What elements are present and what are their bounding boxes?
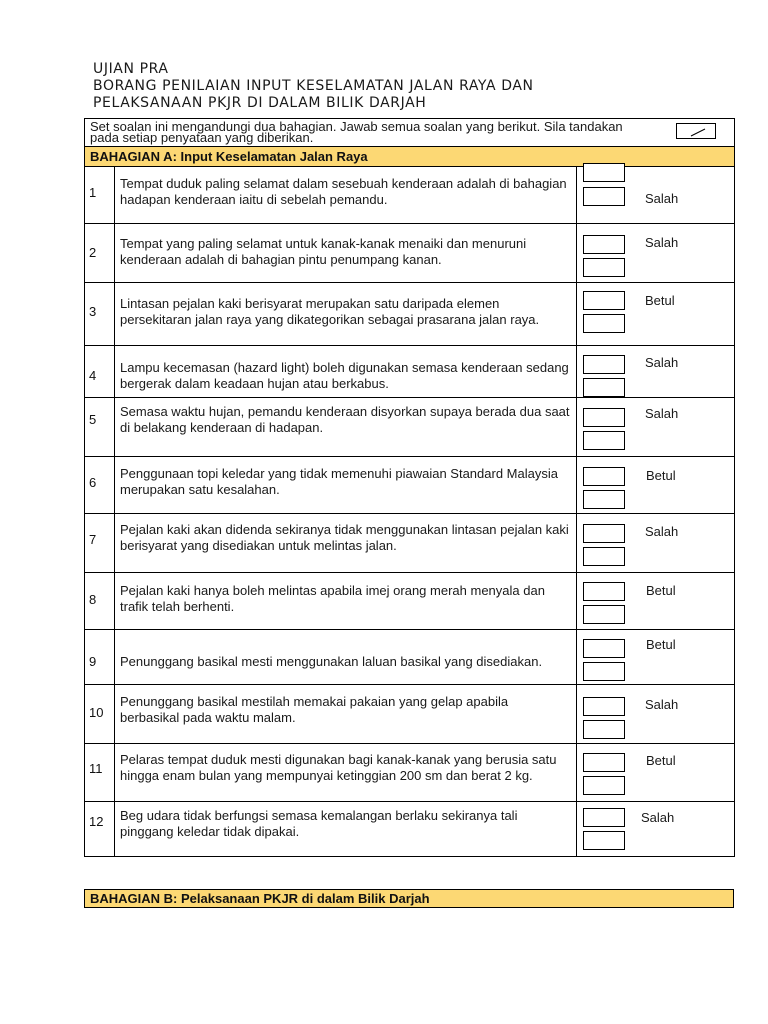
question-row bbox=[85, 685, 735, 744]
question-number-cell bbox=[85, 224, 115, 283]
question-text-cell bbox=[115, 398, 577, 457]
question-number-cell bbox=[85, 346, 115, 398]
answer-checkbox-false[interactable] bbox=[583, 378, 625, 397]
answer-label: Betul bbox=[645, 293, 675, 308]
question-number: 4 bbox=[89, 368, 97, 383]
question-number: 12 bbox=[89, 814, 104, 829]
question-number: 6 bbox=[89, 475, 97, 490]
answer-checkbox-true[interactable] bbox=[583, 582, 625, 601]
question-text: Lampu kecemasan (hazard light) boleh digunakan semasa kenderaan sedang bergerak dalam keadaan hujan atau berkabus. bbox=[120, 360, 569, 391]
answer-checkbox-true[interactable] bbox=[583, 163, 625, 182]
answer-label: Salah bbox=[641, 810, 675, 825]
question-text: Semasa waktu hujan, pemandu kenderaan disyorkan supaya berada dua saat di belakang kenderaan di hadapan. bbox=[120, 404, 570, 435]
question-text-cell bbox=[115, 283, 577, 346]
answer-checkbox-false[interactable] bbox=[583, 720, 625, 739]
answer-checkbox-false[interactable] bbox=[583, 490, 625, 509]
form-title-line-2: BORANG PENILAIAN INPUT KESELAMATAN JALAN RAYA DAN bbox=[93, 78, 534, 94]
question-row bbox=[85, 744, 735, 802]
question-number-cell bbox=[85, 802, 115, 857]
question-row bbox=[85, 514, 735, 573]
section-a-header bbox=[85, 147, 735, 167]
answer-checkbox-false[interactable] bbox=[583, 547, 625, 566]
question-text: Penunggang basikal mesti menggunakan laluan basikal yang disediakan. bbox=[120, 654, 543, 669]
answer-cell bbox=[577, 283, 735, 346]
question-row bbox=[85, 630, 735, 685]
answer-label: Salah bbox=[645, 355, 679, 370]
question-number: 7 bbox=[89, 532, 97, 547]
question-number: 2 bbox=[89, 245, 97, 260]
question-text: Pejalan kaki hanya boleh melintas apabila imej orang merah menyala dan trafik telah berhenti. bbox=[120, 583, 545, 614]
question-number: 1 bbox=[89, 185, 97, 200]
answer-label: Salah bbox=[645, 191, 679, 206]
question-number: 11 bbox=[89, 761, 103, 776]
question-text-cell bbox=[115, 630, 577, 685]
answer-checkbox-true[interactable] bbox=[583, 291, 625, 310]
form-title-line-1: UJIAN PRA bbox=[93, 61, 169, 77]
answer-checkbox-false[interactable] bbox=[583, 831, 625, 850]
question-number: 9 bbox=[89, 654, 97, 669]
answer-cell bbox=[577, 224, 735, 283]
answer-label: Betul bbox=[646, 583, 676, 598]
answer-cell bbox=[577, 514, 735, 573]
question-text: Pelaras tempat duduk mesti digunakan bagi kanak-kanak yang berusia satu hingga enam bulan yang mempunyai ketinggian 200 sm dan berat 2 kg. bbox=[120, 752, 557, 783]
question-text-cell bbox=[115, 573, 577, 630]
answer-checkbox-true[interactable] bbox=[583, 235, 625, 254]
check-mark-icon bbox=[676, 123, 716, 139]
answer-cell bbox=[577, 457, 735, 514]
question-number-cell bbox=[85, 283, 115, 346]
answer-checkbox-true[interactable] bbox=[583, 524, 625, 543]
section-b-title: BAHAGIAN B: Pelaksanaan PKJR di dalam Bilik Darjah bbox=[90, 891, 430, 906]
question-number-cell bbox=[85, 167, 115, 224]
question-row bbox=[85, 802, 735, 857]
question-text: Penggunaan topi keledar yang tidak memenuhi piawaian Standard Malaysia merupakan satu kesalahan. bbox=[120, 466, 558, 497]
answer-checkbox-false[interactable] bbox=[583, 662, 625, 681]
question-number-cell bbox=[85, 630, 115, 685]
answer-checkbox-false[interactable] bbox=[583, 258, 625, 277]
question-text-cell bbox=[115, 514, 577, 573]
answer-label: Salah bbox=[645, 406, 679, 421]
answer-checkbox-false[interactable] bbox=[583, 314, 625, 333]
answer-label: Salah bbox=[645, 235, 679, 250]
answer-label: Betul bbox=[646, 753, 676, 768]
question-number-cell bbox=[85, 398, 115, 457]
answer-label: Betul bbox=[646, 637, 676, 652]
question-text: Tempat yang paling selamat untuk kanak-kanak menaiki dan menuruni kenderaan adalah di bahagian pintu penumpang kanan. bbox=[120, 236, 527, 267]
answer-checkbox-true[interactable] bbox=[583, 355, 625, 374]
answer-checkbox-true[interactable] bbox=[583, 408, 625, 427]
answer-cell bbox=[577, 744, 735, 802]
answer-cell bbox=[577, 802, 735, 857]
question-number: 5 bbox=[89, 412, 97, 427]
answer-label: Salah bbox=[645, 524, 679, 539]
question-text: Lintasan pejalan kaki berisyarat merupakan satu daripada elemen persekitaran jalan raya yang dikategorikan sebagai prasarana jalan raya. bbox=[120, 296, 540, 327]
question-row bbox=[85, 346, 735, 398]
question-text: Pejalan kaki akan didenda sekiranya tidak menggunakan lintasan pejalan kaki berisyarat yang disediakan untuk melintas jalan. bbox=[120, 522, 569, 553]
question-text-cell bbox=[115, 457, 577, 514]
answer-cell bbox=[577, 685, 735, 744]
answer-cell bbox=[577, 630, 735, 685]
question-number-cell bbox=[85, 744, 115, 802]
question-text: Beg udara tidak berfungsi semasa kemalangan berlaku sekiranya tali pinggang keledar tidak dipakai. bbox=[120, 808, 518, 839]
answer-checkbox-true[interactable] bbox=[583, 467, 625, 486]
answer-label: Betul bbox=[646, 468, 676, 483]
question-text-cell bbox=[115, 346, 577, 398]
question-number: 8 bbox=[89, 592, 97, 607]
question-number-cell bbox=[85, 573, 115, 630]
answer-cell bbox=[577, 573, 735, 630]
answer-checkbox-true[interactable] bbox=[583, 639, 625, 658]
answer-checkbox-false[interactable] bbox=[583, 605, 625, 624]
answer-cell bbox=[577, 398, 735, 457]
answer-checkbox-false[interactable] bbox=[583, 776, 625, 795]
question-table bbox=[84, 118, 735, 857]
answer-cell bbox=[577, 167, 735, 224]
question-text-cell bbox=[115, 167, 577, 224]
answer-checkbox-true[interactable] bbox=[583, 697, 625, 716]
instructions-cell bbox=[85, 119, 735, 147]
section-b-header bbox=[84, 889, 734, 908]
instructions-text bbox=[90, 121, 675, 143]
section-a-title: BAHAGIAN A: Input Keselamatan Jalan Raya bbox=[90, 149, 368, 164]
form-title-line-3: PELAKSANAAN PKJR DI DALAM BILIK DARJAH bbox=[93, 95, 427, 111]
question-text-cell bbox=[115, 224, 577, 283]
question-row bbox=[85, 398, 735, 457]
question-row bbox=[85, 283, 735, 346]
question-text-cell bbox=[115, 802, 577, 857]
answer-checkbox-true[interactable] bbox=[583, 808, 625, 827]
question-row bbox=[85, 167, 735, 224]
question-number: 3 bbox=[89, 304, 97, 319]
instructions-line-1: Set soalan ini mengandungi dua bahagian. Jawab semua soalan yang berikut. Sila tandakan bbox=[90, 119, 623, 134]
question-text: Penunggang basikal mestilah memakai pakaian yang gelap apabila berbasikal pada waktu malam. bbox=[120, 694, 509, 725]
question-row bbox=[85, 224, 735, 283]
instructions-line-2: pada setiap penyataan yang diberikan. bbox=[90, 130, 314, 145]
question-number: 10 bbox=[89, 705, 104, 720]
question-row bbox=[85, 457, 735, 514]
answer-checkbox-false[interactable] bbox=[583, 431, 625, 450]
answer-cell bbox=[577, 346, 735, 398]
form-header bbox=[93, 61, 534, 112]
answer-label: Salah bbox=[645, 697, 679, 712]
question-number-cell bbox=[85, 685, 115, 744]
question-text-cell bbox=[115, 744, 577, 802]
question-number-cell bbox=[85, 514, 115, 573]
question-text: Tempat duduk paling selamat dalam sesebuah kenderaan adalah di bahagian hadapan kenderaan iaitu di sebelah pemandu. bbox=[120, 176, 567, 207]
answer-checkbox-false[interactable] bbox=[583, 187, 625, 206]
question-number-cell bbox=[85, 457, 115, 514]
answer-checkbox-true[interactable] bbox=[583, 753, 625, 772]
question-text-cell bbox=[115, 685, 577, 744]
question-row bbox=[85, 573, 735, 630]
